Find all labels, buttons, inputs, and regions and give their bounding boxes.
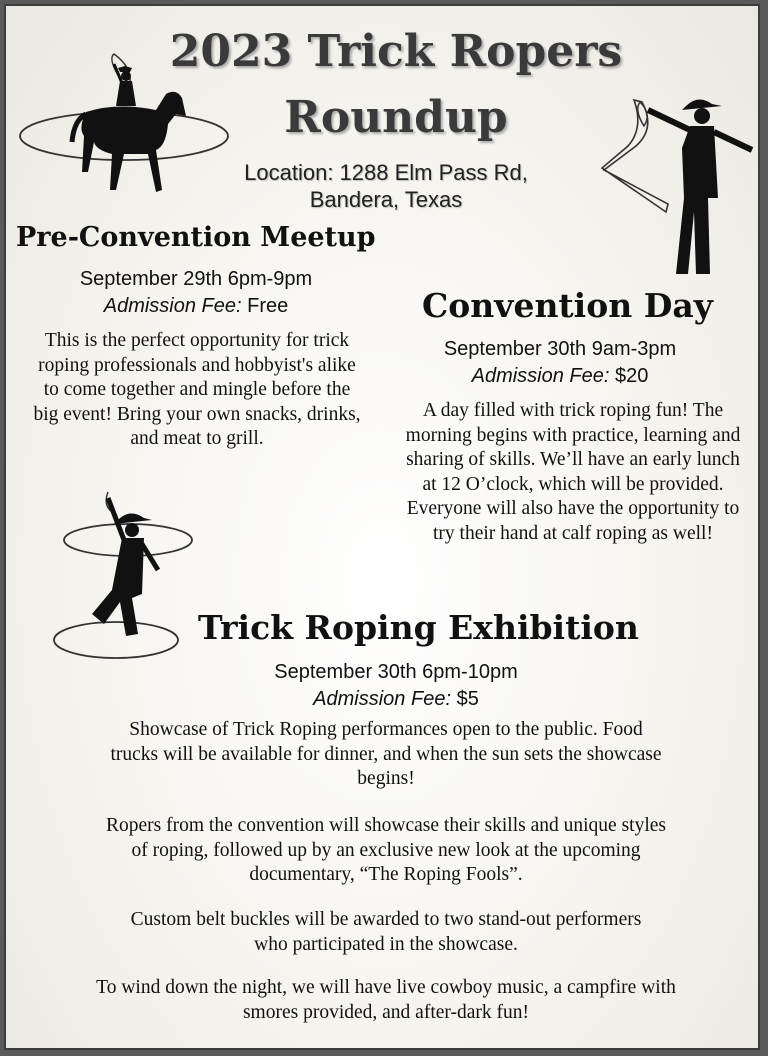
convention-day-fee bbox=[400, 363, 720, 389]
location-line-2: Bandera, Texas bbox=[309, 187, 463, 212]
exhibition-fee bbox=[206, 686, 586, 712]
fee-label: Admission Fee: bbox=[471, 365, 610, 387]
page-title-line-1: 2023 Trick Ropers bbox=[169, 26, 623, 77]
exhibition-paragraph-4: To wind down the night, we will have live cowboy music, a campfire with smores provided, and after-dark fun! bbox=[96, 977, 676, 1023]
flyer-page bbox=[4, 4, 760, 1050]
convention-day-description: A day filled with trick roping fun! The morning begins with practice, learning and sharing of skills. We’ll have an early lunch at 12 O’clock, which will be provided. Everyone will also have the opportunity to try their hand at calf roping as well! bbox=[405, 400, 741, 544]
page-title-line-2: Roundup bbox=[284, 92, 508, 143]
exhibition-paragraph-2: Ropers from the convention will showcase their skills and unique styles of roping, followed up by an exclusive new look at the upcoming documentary, “The Roping Fools”. bbox=[106, 815, 666, 885]
pre-convention-fee bbox=[26, 293, 366, 319]
fee-value: $20 bbox=[615, 365, 649, 387]
location-line-1: Location: 1288 Elm Pass Rd, bbox=[244, 160, 528, 185]
pre-convention-description: This is the perfect opportunity for trick roping professionals and hobbyist's alike to come together and mingle before the big event! Bring your own snacks, drinks, and meat to grill. bbox=[33, 330, 361, 449]
pre-convention-date: September 29th 6pm-9pm bbox=[79, 268, 313, 290]
exhibition-heading: Trick Roping Exhibition bbox=[198, 608, 639, 647]
pre-convention-heading: Pre-Convention Meetup bbox=[16, 222, 376, 253]
convention-day-date: September 30th 9am-3pm bbox=[443, 338, 677, 360]
fee-value: $5 bbox=[456, 688, 479, 710]
exhibition-date: September 30th 6pm-10pm bbox=[274, 661, 518, 683]
convention-day-heading: Convention Day bbox=[422, 286, 713, 325]
fee-label: Admission Fee: bbox=[103, 295, 242, 317]
fee-value: Free bbox=[247, 295, 289, 317]
jumping-roper-silhouette-icon bbox=[46, 486, 206, 686]
fee-label: Admission Fee: bbox=[313, 688, 452, 710]
exhibition-paragraph-1: Showcase of Trick Roping performances open to the public. Food trucks will be available for dinner, and when the sun sets the showcase begins! bbox=[110, 719, 662, 789]
exhibition-paragraph-3: Custom belt buckles will be awarded to two stand-out performers who participated in the showcase. bbox=[130, 909, 642, 955]
